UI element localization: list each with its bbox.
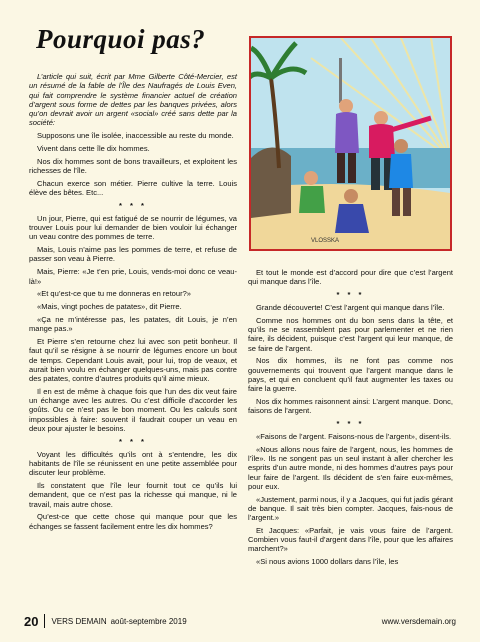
paragraph: «Faisons de l’argent. Faisons-nous de l’argent», disent-ils. (256, 431, 452, 441)
paragraph: Et tout le monde est d’accord pour dire que c’est l’argent qui manque dans l’île. (248, 268, 453, 287)
paragraph: Qu’est-ce que cette chose qui manque pour que les échanges se fassent facilement entre les dix hommes? (29, 512, 237, 531)
illustration-signature: VLOSSKA (311, 238, 340, 244)
paragraph: Voyant les difficultés qu’ils ont à s’entendre, les dix habitants de l’île se réunissent en une petite assemblée pour discuter leur problème. (29, 449, 237, 478)
page-title: Pourquoi pas? (36, 24, 206, 54)
paragraph: Comme nos hommes ont du bon sens dans la tête, et qu’ils ne se rassemblent pas pour parlementer et ne rien faire, ils décident, puisque c’est l’argent qui leur manque, de se faire de l’argent. (248, 315, 453, 353)
section-separator: * * * (118, 436, 147, 446)
paragraph: Supposons une île isolée, inaccessible au reste du monde. (37, 131, 234, 141)
paragraph: Grande découverte! C’est l’argent qui manque dans l’île. (256, 302, 445, 312)
paragraph: «Nous allons nous faire de l’argent, nous, les hommes de l’île». Ils ne songent pas un seul instant à aller chercher les esprits d’un autre monde, ni des hommes d’autres pays pour leur faire de l’argent. Ils décident de s’en faire eux-mêmes, pour eux. (248, 444, 453, 491)
issue-date: août-septembre 2019 (110, 616, 187, 626)
paragraph: «Mais, vingt poches de patates», dit Pierre. (37, 302, 182, 312)
paragraph: «Justement, parmi nous, il y a Jacques, qui fut jadis gérant de banque. Il sait très bien compter. Jacques, fais-nous de l’argent.» (248, 494, 453, 523)
page-footer (24, 612, 456, 630)
section-separator: * * * (336, 290, 365, 300)
left-column (29, 72, 237, 534)
paragraph: Nos dix hommes, ils ne font pas comme nos gouvernements qui trouvent que l’argent manque dans le pays, et qui en concluent qu’il faut augmenter les taxes ou faire la guerre. (248, 356, 453, 394)
illustration-drawing (251, 38, 450, 249)
paragraph: Mais, Pierre: «Je t’en prie, Louis, vends-moi donc ce veau-là!» (29, 267, 237, 286)
paragraph: Ils constatent que l’île leur fournit tout ce qu’ils lui demandent, que ce n’est pas la richesse qui manque, ni le travail, mais autre chose. (29, 481, 237, 509)
paragraph: Et Jacques: «Parfait, je vais vous faire de l’argent. Combien vous faut-il d’argent dans l’île, pour que les affaires marchent?» (248, 525, 453, 554)
page-number: 20 (24, 613, 39, 629)
paragraph: Il en est de même à chaque fois que l’un des dix veut faire un échange avec les autres. Ou c’est difficile d’accorder les goûts. Ou ce n’est pas le bon moment. Ou les calculs sont impossibles à faire: souvent il faudrait couper un veau en deux pour ajuster le besoins. (29, 386, 237, 433)
paragraph: Nos dix hommes raisonnent ainsi: L’argent manque. Donc, faisons de l’argent. (248, 396, 453, 416)
castaways-illustration (249, 36, 452, 251)
website-link[interactable]: www.versdemain.org (381, 616, 456, 626)
magazine-name: VERS DEMAIN (51, 616, 107, 626)
paragraph: Vivent dans cette île dix hommes. (37, 143, 150, 153)
intro-paragraph: L’article qui suit, écrit par Mme Gilberte Côté-Mercier, est un résumé de la fable de l’Île des Naufragés de Louis Even, qui fait comprendre le système financier actuel de création d’argent sous forme de dettes par les banques privées, alors qu’on devrait avoir un argent «social» créé sans dette par la société: (29, 72, 237, 128)
paragraph: «Et qu’est-ce que tu me donneras en retour?» (37, 289, 191, 299)
paragraph: Chacun exerce son métier. Pierre cultive la terre. Louis élève des bêtes. Etc... (29, 178, 237, 198)
paragraph: Et Pierre s’en retourne chez lui avec son petit bonheur. Il faut qu’il se résigne à se nourrir de légumes encore un bout de temps. Cependant Louis avait, pour lui, trop de veaux, et aurait bien voulu en échanger quelques-uns, mais pas contre des patates, contre d’autres produits qu’il aime mieux. (29, 337, 237, 384)
paragraph: Mais, Louis n’aime pas les pommes de terre, et refuse de passer son veau à Pierre. (29, 245, 237, 264)
paragraph: «Ça ne m’intéresse pas, les patates, dit Louis, je n’en mange pas.» (29, 315, 237, 334)
footer-divider (44, 614, 45, 628)
section-separator: * * * (118, 200, 147, 210)
paragraph: «Si nous avions 1000 dollars dans l’île, les (256, 557, 399, 567)
section-separator: * * * (336, 419, 365, 429)
paragraph: Nos dix hommes sont de bons travailleurs, et exploitent les richesses de l’île. (29, 156, 237, 176)
right-column (248, 268, 453, 570)
paragraph: Un jour, Pierre, qui est fatigué de se nourrir de légumes, va trouver Louis pour lui demander de bien vouloir lui échanger un veau contre des pommes de terre. (29, 213, 237, 242)
